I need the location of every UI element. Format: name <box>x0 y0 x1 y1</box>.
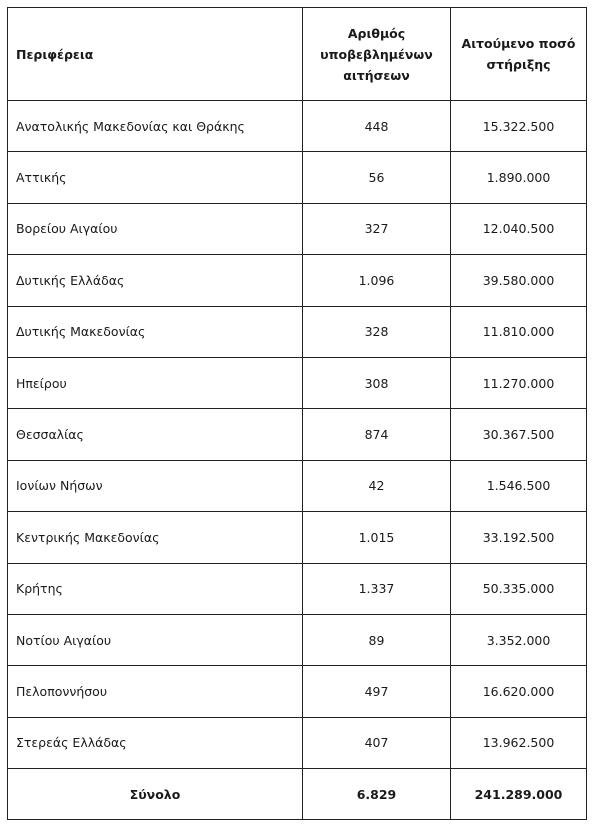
region-cell: Δυτικής Μακεδονίας <box>8 306 303 357</box>
table-row <box>8 357 587 408</box>
region-cell: Ηπείρου <box>8 357 303 408</box>
header-region: Περιφέρεια <box>8 8 303 101</box>
requested-amount-cell: 16.620.000 <box>451 666 587 717</box>
table-row <box>8 717 587 768</box>
table-row <box>8 409 587 460</box>
region-cell: Βορείου Αιγαίου <box>8 203 303 254</box>
total-row <box>8 769 587 820</box>
region-cell: Στερεάς Ελλάδας <box>8 717 303 768</box>
region-cell: Θεσσαλίας <box>8 409 303 460</box>
region-cell: Νοτίου Αιγαίου <box>8 614 303 665</box>
total-applications-count: 6.829 <box>303 769 451 820</box>
applications-count-cell: 328 <box>303 306 451 357</box>
region-cell: Δυτικής Ελλάδας <box>8 255 303 306</box>
requested-amount-cell: 33.192.500 <box>451 512 587 563</box>
requested-amount-cell: 12.040.500 <box>451 203 587 254</box>
applications-count-cell: 448 <box>303 101 451 152</box>
requested-amount-cell: 15.322.500 <box>451 101 587 152</box>
applications-count-cell: 1.015 <box>303 512 451 563</box>
requested-amount-cell: 39.580.000 <box>451 255 587 306</box>
requested-amount-cell: 13.962.500 <box>451 717 587 768</box>
applications-count-cell: 327 <box>303 203 451 254</box>
applications-count-cell: 1.337 <box>303 563 451 614</box>
table-row <box>8 306 587 357</box>
table-row <box>8 460 587 511</box>
applications-count-cell: 874 <box>303 409 451 460</box>
table-row <box>8 512 587 563</box>
header-applications-count: Αριθμός υποβεβλημένων αιτήσεων <box>303 8 451 101</box>
header-requested-amount: Αιτούμενο ποσό στήριξης <box>451 8 587 101</box>
applications-count-cell: 42 <box>303 460 451 511</box>
total-requested-amount: 241.289.000 <box>451 769 587 820</box>
table-row <box>8 255 587 306</box>
applications-count-cell: 407 <box>303 717 451 768</box>
region-cell: Κρήτης <box>8 563 303 614</box>
requested-amount-cell: 1.890.000 <box>451 152 587 203</box>
table-row <box>8 101 587 152</box>
table-row <box>8 563 587 614</box>
requested-amount-cell: 11.270.000 <box>451 357 587 408</box>
table-row <box>8 666 587 717</box>
region-cell: Ανατολικής Μακεδονίας και Θράκης <box>8 101 303 152</box>
requested-amount-cell: 50.335.000 <box>451 563 587 614</box>
region-cell: Ιονίων Νήσων <box>8 460 303 511</box>
table-row <box>8 152 587 203</box>
region-cell: Πελοποννήσου <box>8 666 303 717</box>
applications-count-cell: 56 <box>303 152 451 203</box>
region-cell: Κεντρικής Μακεδονίας <box>8 512 303 563</box>
applications-count-cell: 89 <box>303 614 451 665</box>
table-row <box>8 203 587 254</box>
header-row <box>8 8 587 101</box>
table-row <box>8 614 587 665</box>
applications-count-cell: 308 <box>303 357 451 408</box>
applications-by-region-table <box>7 7 587 820</box>
requested-amount-cell: 3.352.000 <box>451 614 587 665</box>
requested-amount-cell: 11.810.000 <box>451 306 587 357</box>
applications-count-cell: 497 <box>303 666 451 717</box>
total-label: Σύνολο <box>8 769 303 820</box>
requested-amount-cell: 1.546.500 <box>451 460 587 511</box>
applications-count-cell: 1.096 <box>303 255 451 306</box>
region-cell: Αττικής <box>8 152 303 203</box>
requested-amount-cell: 30.367.500 <box>451 409 587 460</box>
